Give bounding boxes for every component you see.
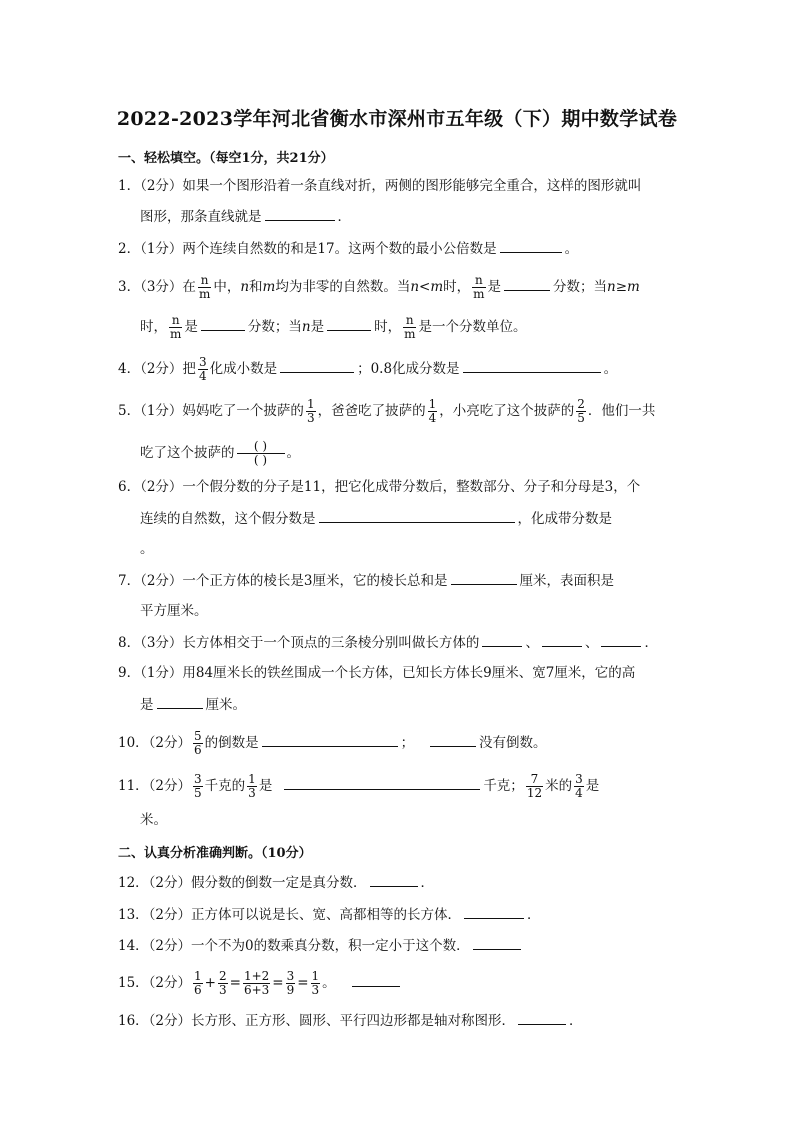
answer-blank[interactable] xyxy=(504,276,550,291)
punctuation: 。 xyxy=(322,975,336,991)
numerator: n xyxy=(403,314,416,328)
q3-text: 和 xyxy=(249,279,263,295)
question-11-line-1 xyxy=(118,773,599,800)
numerator: 1+2 xyxy=(243,969,270,983)
answer-blank[interactable] xyxy=(280,358,354,373)
denominator: 4 xyxy=(428,411,437,425)
page-title: 2022-2023学年河北省衡水市深州市五年级（下）期中数学试卷 xyxy=(116,108,678,130)
q3-text: 3．（3分）在 xyxy=(118,279,196,295)
answer-blank[interactable] xyxy=(518,1010,566,1025)
q11-text: 千克； xyxy=(483,778,524,794)
denominator: 6+3 xyxy=(243,983,270,997)
numerator: 1 xyxy=(311,969,320,983)
numerator: 3 xyxy=(575,772,583,786)
answer-blank[interactable] xyxy=(352,972,400,987)
denominator: m xyxy=(170,327,182,341)
q5-text: ．他们一共 xyxy=(587,403,656,419)
q7-text: 厘米，表面积是 xyxy=(519,573,615,589)
q3-text: 是一个分数单位。 xyxy=(418,319,527,335)
denominator: 3 xyxy=(306,411,315,425)
answer-blank[interactable] xyxy=(482,632,522,647)
equals-sign: = xyxy=(272,975,284,991)
answer-blank[interactable] xyxy=(265,206,335,221)
answer-blank[interactable] xyxy=(262,732,398,747)
q3-text: 分数；当 xyxy=(553,279,608,295)
question-12 xyxy=(118,872,434,893)
question-9-line-1: 9．（1分）用84厘米长的铁丝围成一个长方体，已知长方体长9厘米、宽7厘米，它的高 xyxy=(118,665,636,681)
numerator: 2 xyxy=(218,969,227,983)
question-3-line-1 xyxy=(118,274,640,301)
fraction-two-fifths xyxy=(576,398,586,425)
q3-text: 是 xyxy=(310,319,325,335)
numerator: n xyxy=(472,274,485,288)
condition-text: n≥m xyxy=(607,279,640,295)
answer-fraction-blank[interactable] xyxy=(237,440,285,467)
q9-text: 是 xyxy=(140,697,154,713)
q3-text: 是 xyxy=(487,279,502,295)
q10-text: 没有倒数。 xyxy=(479,735,547,751)
denominator: 3 xyxy=(248,786,256,800)
question-14 xyxy=(118,935,524,956)
question-10 xyxy=(118,730,547,757)
punctuation: ． xyxy=(420,875,435,891)
question-2-text: 2．（1分）两个连续自然数的和是17。这两个数的最小公倍数是 xyxy=(118,241,497,257)
q3-text: 时， xyxy=(140,319,167,335)
punctuation: ． xyxy=(527,907,541,923)
q11-text: 11．（2分） xyxy=(118,778,192,794)
question-1-line-1: 1．（2分）如果一个图形沿着一条直线对折，两侧的图形能够完全重合，这样的图形就叫 xyxy=(118,178,642,194)
question-11-line-2: 米。 xyxy=(140,812,167,828)
answer-blank[interactable] xyxy=(464,904,524,919)
fraction-n-over-m xyxy=(198,274,211,301)
q15-text: 15．（2分） xyxy=(118,975,192,991)
answer-blank[interactable] xyxy=(201,316,245,331)
separator: 、 xyxy=(525,635,539,651)
q14-text: 14．（2分）一个不为0的数乘真分数，积一定小于这个数． xyxy=(118,938,470,954)
q11-text: 米的 xyxy=(545,778,573,794)
q10-text: 10．（2分） xyxy=(118,735,192,751)
question-2 xyxy=(118,238,578,259)
answer-blank[interactable] xyxy=(463,358,601,373)
denominator-blank[interactable]: ( ) xyxy=(253,453,268,467)
answer-blank[interactable] xyxy=(157,694,203,709)
fraction-three-ninths xyxy=(286,970,296,997)
question-6-line-2 xyxy=(140,508,612,529)
punctuation: 。 xyxy=(286,445,300,461)
q9-text: 厘米。 xyxy=(205,697,246,713)
q5-text: ，小亮吃了这个披萨的 xyxy=(439,403,575,419)
denominator: m xyxy=(198,287,211,301)
numerator: 7 xyxy=(526,773,543,787)
q10-text: 的倒数是 xyxy=(204,735,259,751)
denominator: 4 xyxy=(575,786,583,800)
denominator: m xyxy=(404,327,416,341)
numerator: 3 xyxy=(198,355,207,369)
q12-text: 12．（2分）假分数的倒数一定是真分数． xyxy=(118,875,367,891)
punctuation: ． xyxy=(644,635,658,651)
numerator: 3 xyxy=(286,969,295,983)
question-16 xyxy=(118,1010,583,1031)
fraction-seven-twelfths xyxy=(526,773,543,800)
question-8 xyxy=(118,632,658,653)
fraction-n-over-m xyxy=(169,314,182,341)
answer-blank[interactable] xyxy=(370,872,418,887)
denominator: 3 xyxy=(218,983,227,997)
fraction-three-quarters xyxy=(198,356,208,383)
question-7-line-1 xyxy=(118,570,614,591)
denominator: 3 xyxy=(311,983,320,997)
separator: ； xyxy=(400,735,415,751)
denominator: 6 xyxy=(194,743,202,757)
numerator: 1 xyxy=(428,397,437,411)
question-6-line-3: 。 xyxy=(140,541,154,557)
answer-blank[interactable] xyxy=(601,632,641,647)
answer-blank[interactable] xyxy=(319,508,515,523)
numerator: n xyxy=(169,314,182,328)
punctuation: ． xyxy=(337,209,351,225)
fraction-sum xyxy=(243,970,270,997)
numerator: 3 xyxy=(194,772,202,786)
fraction-three-quarters xyxy=(574,773,584,800)
numerator-blank[interactable]: ( ) xyxy=(237,440,285,454)
q3-text: 中， xyxy=(213,279,241,295)
q16-text: 16．（2分）长方形、正方形、圆形、平行四边形都是轴对称图形． xyxy=(118,1013,516,1029)
q7-text: 7．（2分）一个正方体的棱长是3厘米，它的棱长总和是 xyxy=(118,573,448,589)
answer-blank[interactable] xyxy=(500,238,562,253)
q5-text: 5．（1分）妈妈吃了一个披萨的 xyxy=(118,403,304,419)
q4-text: 4．（2分）把 xyxy=(118,361,196,377)
numerator: 5 xyxy=(194,729,202,743)
q8-text: 8．（3分）长方体相交于一个顶点的三条棱分别叫做长方体的 xyxy=(118,635,480,651)
fraction-two-thirds xyxy=(218,970,228,997)
var-m: m xyxy=(262,279,276,295)
condition-text: n<m xyxy=(410,279,444,295)
punctuation: 。 xyxy=(603,361,618,377)
q6-text: ，化成带分数是 xyxy=(517,511,612,527)
q3-text: 分数；当 xyxy=(247,319,302,335)
q3-text: 时， xyxy=(374,319,402,335)
separator: 、 xyxy=(584,635,599,651)
q5-text: ，爸爸吃了披萨的 xyxy=(317,403,426,419)
denominator: 5 xyxy=(194,786,202,800)
answer-blank[interactable] xyxy=(430,732,476,747)
question-13 xyxy=(118,904,541,925)
q11-text: 是 xyxy=(258,778,273,794)
fraction-n-over-m xyxy=(403,314,416,341)
numerator: n xyxy=(198,274,211,288)
answer-blank[interactable] xyxy=(473,935,521,950)
q3-text: 时， xyxy=(443,279,471,295)
answer-blank[interactable] xyxy=(284,775,480,790)
question-4 xyxy=(118,356,617,383)
denominator: 5 xyxy=(577,411,585,425)
denominator: 4 xyxy=(198,369,207,383)
plus-sign: + xyxy=(204,975,216,991)
numerator: 1 xyxy=(306,397,315,411)
section-heading-1: 一、轻松填空。（每空1分，共21分） xyxy=(118,151,334,166)
fraction-one-third xyxy=(306,398,316,425)
q11-text: 千克的 xyxy=(204,778,246,794)
denominator: 12 xyxy=(526,786,543,800)
fraction-one-sixth xyxy=(193,970,203,997)
numerator: 1 xyxy=(194,969,202,983)
fraction-one-third xyxy=(247,773,257,800)
q3-text: 均为非零的自然数。当 xyxy=(275,279,411,295)
question-5-line-2 xyxy=(140,440,300,467)
question-5-line-1 xyxy=(118,398,655,425)
section-heading-2: 二、认真分析准确判断。（10分） xyxy=(118,846,312,861)
question-7-line-2: 平方厘米。 xyxy=(140,603,208,619)
numerator: 2 xyxy=(577,397,585,411)
q4-text: 化成小数是 xyxy=(209,361,278,377)
fraction-three-fifths xyxy=(193,773,203,800)
q6-text: 连续的自然数，这个假分数是 xyxy=(140,511,316,527)
q4-text: ；0.8化成分数是 xyxy=(357,361,460,377)
question-3-line-2 xyxy=(140,314,526,341)
question-15 xyxy=(118,970,403,997)
punctuation: 。 xyxy=(564,241,579,257)
q5-text: 吃了这个披萨的 xyxy=(140,445,235,461)
var-n: n xyxy=(301,319,311,335)
denominator: 9 xyxy=(286,983,295,997)
q3-text: 是 xyxy=(184,319,198,335)
punctuation: ． xyxy=(569,1013,583,1029)
question-1-line-2 xyxy=(140,206,351,227)
var-n: n xyxy=(240,279,250,295)
denominator: 6 xyxy=(194,983,202,997)
answer-blank[interactable] xyxy=(327,316,371,331)
fraction-one-third xyxy=(311,970,321,997)
question-1-text: 图形，那条直线就是 xyxy=(140,209,262,225)
fraction-one-quarter xyxy=(428,398,438,425)
numerator: 1 xyxy=(248,772,256,786)
equals-sign: = xyxy=(297,975,309,991)
equals-sign: = xyxy=(229,975,241,991)
fraction-five-sixths xyxy=(193,730,203,757)
answer-blank[interactable] xyxy=(542,632,582,647)
question-9-line-2 xyxy=(140,694,246,715)
answer-blank[interactable] xyxy=(451,570,517,585)
fraction-n-over-m xyxy=(472,274,485,301)
question-6-line-1: 6．（2分）一个假分数的分子是11，把它化成带分数后，整数部分、分子和分母是3，个 xyxy=(118,479,641,495)
q11-text: 是 xyxy=(585,778,600,794)
denominator: m xyxy=(473,287,485,301)
q13-text: 13．（2分）正方体可以说是长、宽、高都相等的长方体． xyxy=(118,907,462,923)
